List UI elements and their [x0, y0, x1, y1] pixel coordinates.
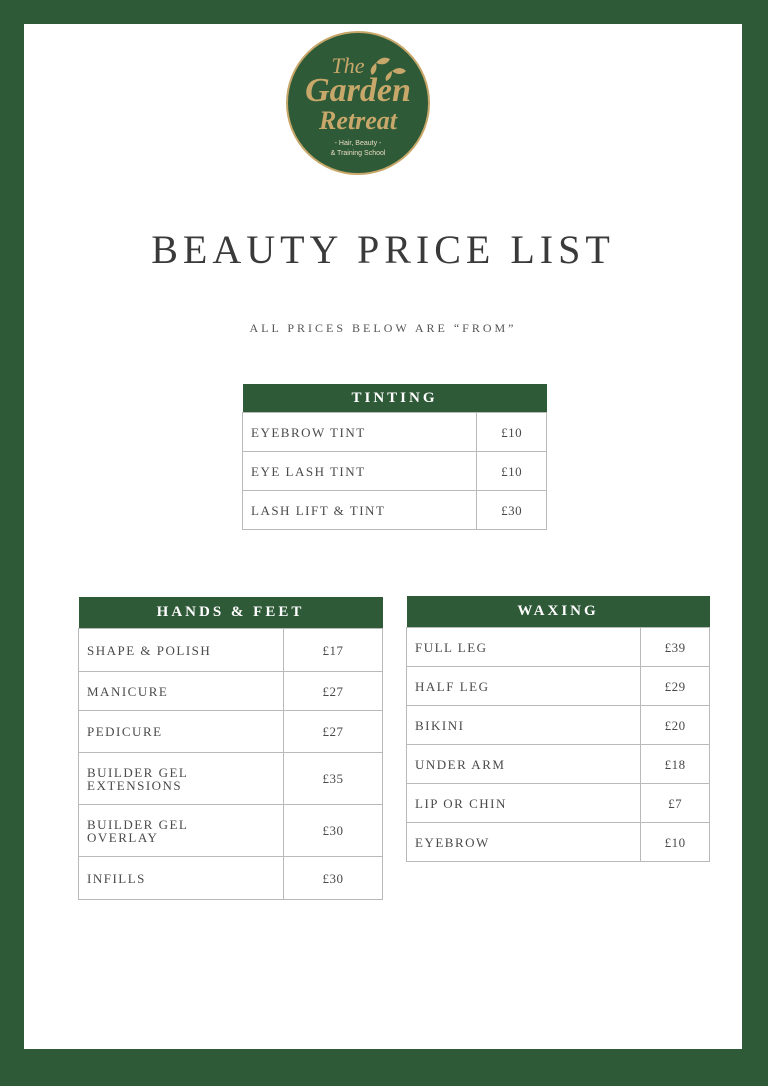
table-row: [243, 452, 547, 491]
item-name: EYEBROW TINT: [243, 413, 477, 452]
table-row: [79, 805, 383, 857]
item-name: FULL LEG: [407, 628, 641, 667]
table-row: [79, 672, 383, 711]
table-row: [407, 667, 710, 706]
item-name: LASH LIFT & TINT: [243, 491, 477, 530]
hands-feet-heading: HANDS & FEET: [79, 597, 383, 629]
page-subtitle: ALL PRICES BELOW ARE “FROM”: [249, 321, 517, 335]
item-price: £17: [283, 629, 382, 672]
table-row: [407, 745, 710, 784]
table-row: [407, 628, 710, 667]
hands-feet-table: [78, 597, 383, 900]
table-row: [407, 706, 710, 745]
page-title: BEAUTY PRICE LIST: [151, 227, 615, 272]
table-row: [79, 711, 383, 753]
item-price: £10: [477, 452, 547, 491]
waxing-table: [406, 596, 710, 862]
item-name: HALF LEG: [407, 667, 641, 706]
item-price: £10: [477, 413, 547, 452]
garden-retreat-logo: [286, 31, 430, 175]
item-price: £18: [641, 745, 710, 784]
logo-tagline1: - Hair, Beauty -: [334, 140, 382, 147]
logo-line3: Retreat: [319, 106, 397, 135]
table-row: [79, 857, 383, 900]
logo-line2: Garden: [305, 72, 411, 109]
item-price: £27: [283, 711, 382, 753]
item-name: LIP OR CHIN: [407, 784, 641, 823]
item-name: PEDICURE: [79, 711, 284, 753]
table-row: [79, 753, 383, 805]
item-name: MANICURE: [79, 672, 284, 711]
item-name: SHAPE & POLISH: [79, 629, 284, 672]
item-price: £20: [641, 706, 710, 745]
item-price: £27: [283, 672, 382, 711]
item-price: £30: [283, 857, 382, 900]
item-name: BUILDER GEL OVERLAY: [79, 805, 284, 857]
table-row: [79, 629, 383, 672]
item-name: EYE LASH TINT: [243, 452, 477, 491]
tinting-heading: TINTING: [243, 384, 547, 413]
item-price: £30: [283, 805, 382, 857]
logo-line1: The: [331, 53, 365, 78]
item-name: UNDER ARM: [407, 745, 641, 784]
tinting-table: [242, 384, 547, 530]
item-price: £39: [641, 628, 710, 667]
item-price: £10: [641, 823, 710, 862]
item-name: INFILLS: [79, 857, 284, 900]
item-price: £7: [641, 784, 710, 823]
waxing-heading: WAXING: [407, 596, 710, 628]
table-row: [243, 491, 547, 530]
item-name: BIKINI: [407, 706, 641, 745]
item-price: £35: [283, 753, 382, 805]
item-name: EYEBROW: [407, 823, 641, 862]
logo-tagline2: & Training School: [330, 150, 386, 157]
table-row: [243, 413, 547, 452]
item-price: £29: [641, 667, 710, 706]
table-row: [407, 823, 710, 862]
item-price: £30: [477, 491, 547, 530]
item-name: BUILDER GEL EXTENSIONS: [79, 753, 284, 805]
table-row: [407, 784, 710, 823]
